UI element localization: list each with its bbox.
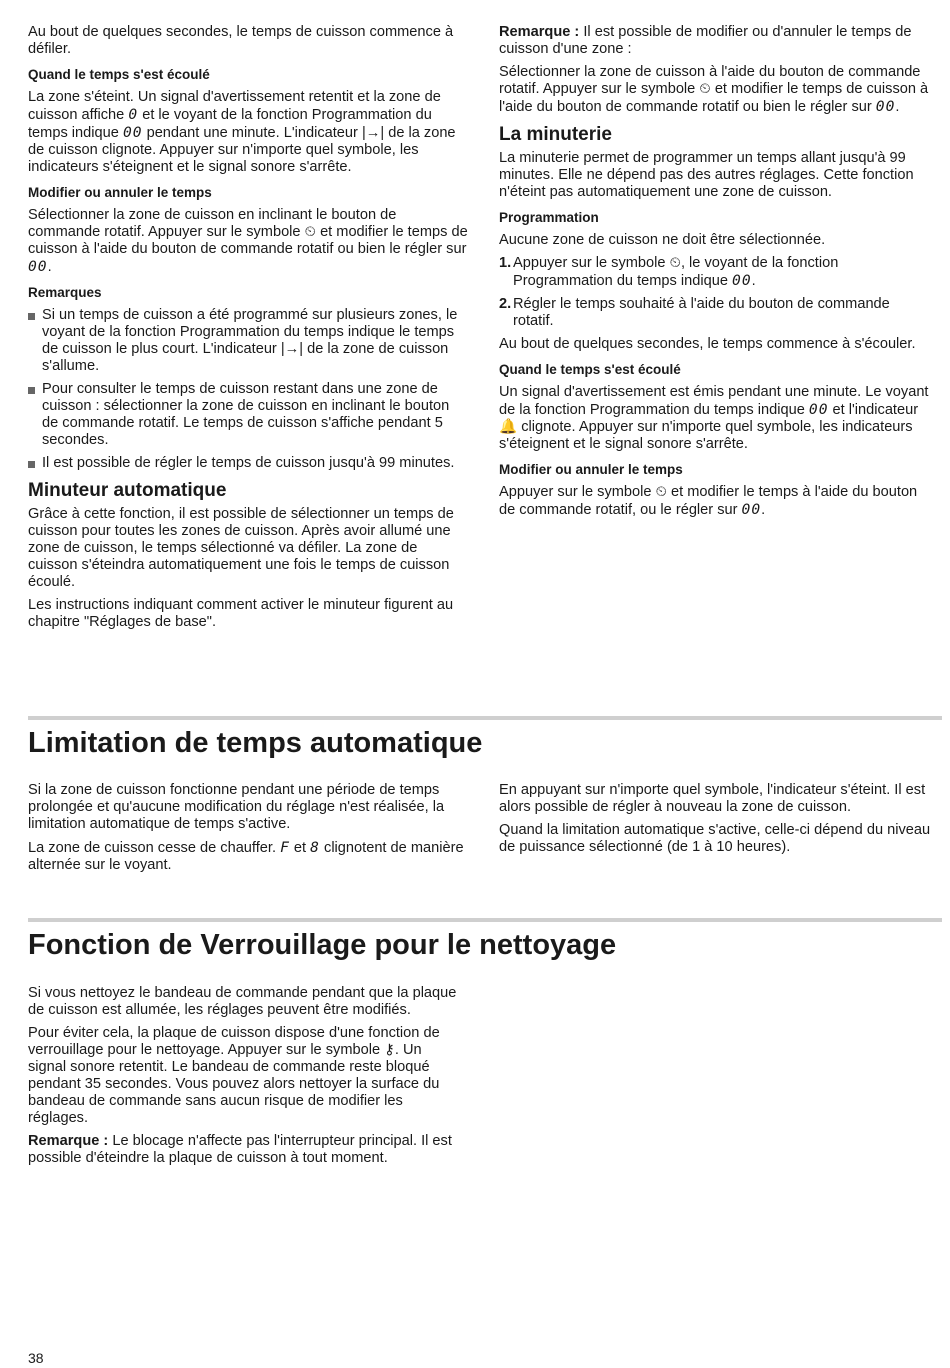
list-item: Pour consulter le temps de cuisson restant dans une zone de cuisson : sélectionner la zone de cuisson en inclinant le bouton de commande rotatif. Le temps de cuisson s'affiche pendant 5 secondes. — [28, 381, 468, 449]
paragraph: Un signal d'avertissement est émis pendant une minute. Le voyant de la fonction Programmation du temps indique 00 et l'indicateur 🔔 clignote. Appuyer sur n'importe quel symbole, les indicateurs s'éteignent et le signal sonore s'arrête. — [499, 384, 929, 452]
left-column — [28, 24, 468, 637]
page-number: 38 — [28, 1350, 44, 1366]
paragraph: Au bout de quelques secondes, le temps commence à s'écouler. — [499, 336, 916, 352]
time-limit-left — [28, 782, 468, 880]
subheading-modify-time: Modifier ou annuler le temps — [28, 185, 212, 200]
paragraph: Aucune zone de cuisson ne doit être sélectionnée. — [499, 232, 826, 248]
timer-indicator-icon: |→| — [361, 125, 385, 141]
list-item: Il est possible de régler le temps de cuisson jusqu'à 99 minutes. — [28, 455, 468, 472]
remark-paragraph: Remarque : Il est possible de modifier ou d'annuler le temps de cuisson d'une zone : — [499, 24, 912, 57]
steps-list — [499, 255, 931, 330]
paragraph: Quand la limitation automatique s'active, celle-ci dépend du niveau de puissance sélectionné (de 1 à 10 heures). — [499, 822, 931, 855]
display-F-icon: F — [280, 839, 290, 856]
timer-symbol-icon: ⏲ — [655, 484, 667, 500]
paragraph: Grâce à cette fonction, il est possible de sélectionner un temps de cuisson pour toutes les zones de cuisson. Après avoir allumé une zone de cuisson, le temps sélectionné va défiler. La zone de cuisson s'éteindra automatiquement une fois le temps de cuisson écoulé. — [28, 506, 454, 590]
paragraph: La zone s'éteint. Un signal d'avertissement retentit et la zone de cuisson affiche 0 et le voyant de la fonction Programmation du temps indique 00 pendant une minute. L'indicateur |→| de la zone de cuisson clignote. Appuyer sur n'importe quel symbole, les indicateurs s'éteignent et le signal sonore s'arrête. — [28, 89, 456, 175]
paragraph: Au bout de quelques secondes, le temps de cuisson commence à défiler. — [28, 24, 454, 57]
cleaning-lock-text — [28, 985, 460, 1173]
timer-symbol-icon: ⏲ — [699, 81, 711, 97]
timer-symbol-icon: ⏲ — [669, 255, 681, 271]
cleaning-lock-icon: ⚷ — [384, 1042, 395, 1058]
section-title-time-limit: Limitation de temps automatique — [28, 727, 483, 759]
display-digit-icon: 0 — [128, 106, 139, 123]
display-00-icon: 00 — [875, 98, 896, 115]
display-8-icon: 8 — [310, 839, 320, 856]
time-limit-right — [499, 782, 939, 862]
timer-indicator-icon: |→| — [280, 341, 304, 357]
paragraph: La zone de cuisson cesse de chauffer. F et 8 clignotent de manière alternée sur le voyant. — [28, 839, 464, 873]
paragraph: Sélectionner la zone de cuisson à l'aide du bouton de commande rotatif. Appuyer sur le symbole ⏲ et modifier le temps de cuisson à l'aide du bouton de commande rotatif ou bien le régler sur 00. — [499, 64, 929, 115]
display-00-icon: 00 — [808, 401, 829, 418]
step-item: 1. Appuyer sur le symbole ⏲, le voyant de la fonction Programmation du temps indique 00. — [499, 255, 839, 289]
subheading-time-elapsed: Quand le temps s'est écoulé — [28, 67, 210, 82]
subheading-programming: Programmation — [499, 210, 599, 225]
right-column — [499, 24, 931, 525]
paragraph: Pour éviter cela, la plaque de cuisson dispose d'une fonction de verrouillage pour le nettoyage. Appuyer sur le symbole ⚷. Un signal sonore retentit. Le bandeau de commande reste bloqué pendant 35 secondes. Vous pouvez alors nettoyer la surface du bandeau de commande sans aucun risque de modifier les réglages. — [28, 1025, 440, 1126]
section-divider — [28, 716, 942, 720]
subheading-time-elapsed: Quand le temps s'est écoulé — [499, 362, 681, 377]
paragraph: Appuyer sur le symbole ⏲ et modifier le temps à l'aide du bouton de commande rotatif, ou le régler sur 00. — [499, 484, 918, 518]
section-divider — [28, 918, 942, 922]
list-item: Si un temps de cuisson a été programmé sur plusieurs zones, le voyant de la fonction Programmation du temps indique le temps de cuisson le plus court. L'indicateur |→| de la zone de cuisson s'allume. — [28, 307, 468, 375]
paragraph: Si vous nettoyez le bandeau de commande pendant que la plaque de cuisson est allumée, les réglages peuvent être modifiés. — [28, 985, 457, 1018]
paragraph: Si la zone de cuisson fonctionne pendant une période de temps prolongée et qu'aucune modification du réglage n'est réalisée, la limitation automatique de temps s'active. — [28, 782, 445, 832]
paragraph: Les instructions indiquant comment activer le minuteur figurent au chapitre "Réglages de base". — [28, 597, 454, 630]
display-00-icon: 00 — [741, 501, 762, 518]
remarks-list — [28, 307, 468, 472]
display-00-icon: 00 — [732, 272, 752, 289]
step-item: 2. Régler le temps souhaité à l'aide du bouton de commande rotatif. — [499, 296, 890, 329]
section-title-cleaning-lock: Fonction de Verrouillage pour le nettoyage — [28, 929, 617, 961]
heading-minute-minder: La minuterie — [499, 124, 612, 145]
heading-auto-timer: Minuteur automatique — [28, 480, 227, 501]
display-00-icon: 00 — [28, 258, 48, 275]
bell-icon: 🔔 — [499, 419, 518, 435]
paragraph: La minuterie permet de programmer un temps allant jusqu'à 99 minutes. Elle ne dépend pas des autres réglages. Cette fonction n'éteint pas automatiquement une zone de cuisson. — [499, 150, 914, 200]
subheading-remarks: Remarques — [28, 285, 102, 300]
timer-symbol-icon: ⏲ — [304, 224, 316, 240]
paragraph: En appuyant sur n'importe quel symbole, l'indicateur s'éteint. Il est alors possible de régler à nouveau la zone de cuisson. — [499, 782, 926, 815]
remark-paragraph: Remarque : Le blocage n'affecte pas l'interrupteur principal. Il est possible d'éteindre la plaque de cuisson à tout moment. — [28, 1133, 452, 1166]
subheading-modify-time: Modifier ou annuler le temps — [499, 462, 683, 477]
display-00-icon: 00 — [122, 124, 143, 141]
paragraph: Sélectionner la zone de cuisson en inclinant le bouton de commande rotatif. Appuyer sur le symbole ⏲ et modifier le temps de cuisson à l'aide du bouton de commande rotatif ou bien le régler sur 00. — [28, 207, 468, 275]
